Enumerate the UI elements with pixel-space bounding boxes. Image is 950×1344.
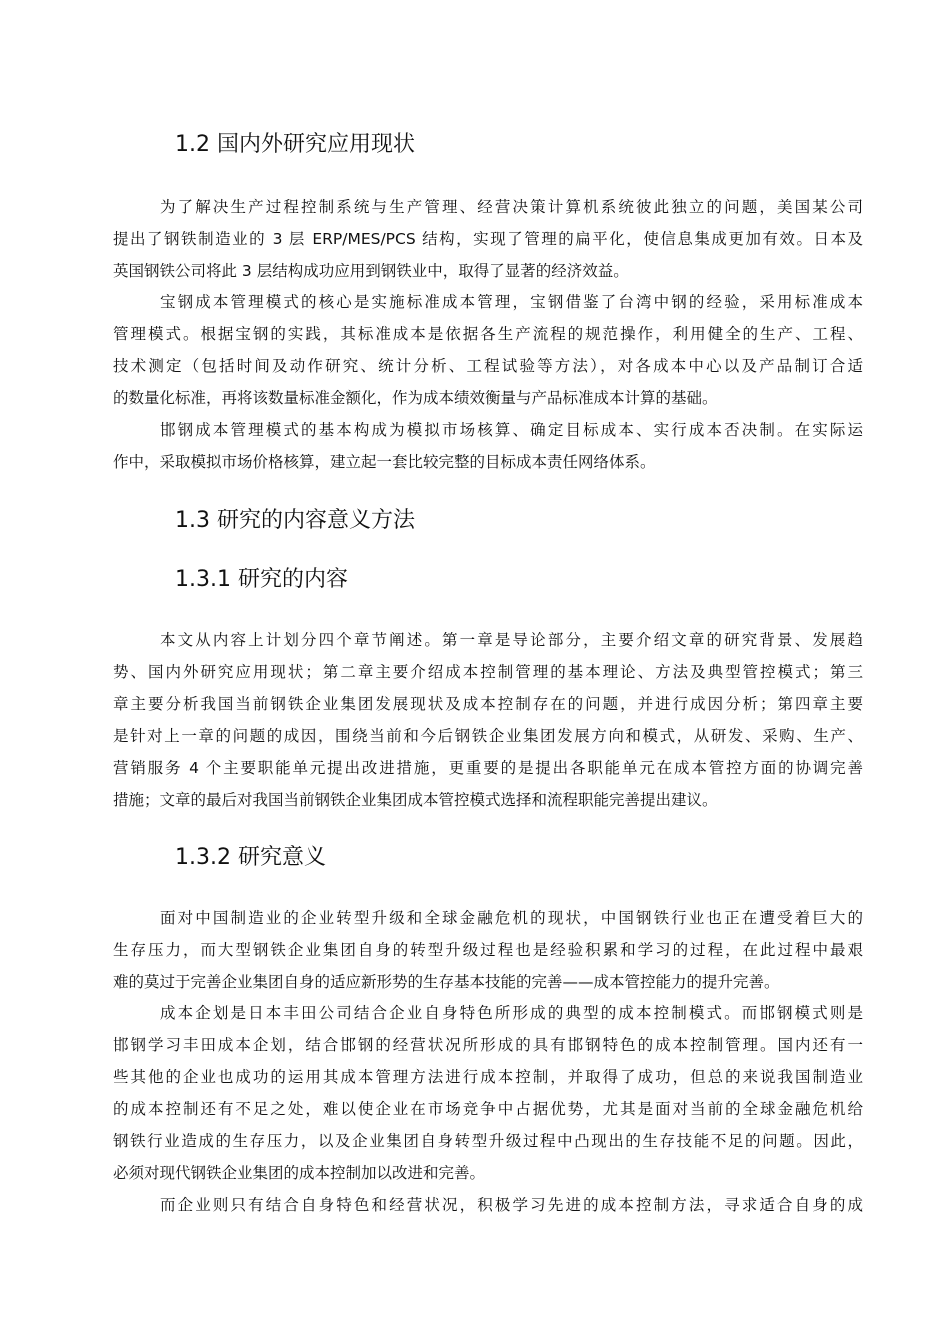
paragraph-line: 技术测定（包括时间及动作研究、统计分析、工程试验等方法），对各成本中心以及产品制订合适 bbox=[113, 357, 863, 375]
paragraph-line: 措施；文章的最后对我国当前钢铁企业集团成本管控模式选择和流程职能完善提出建议。 bbox=[113, 791, 718, 809]
paragraph-line: 章主要分析我国当前钢铁企业集团发展现状及成本控制存在的问题，并进行成因分析；第四章主要 bbox=[113, 695, 863, 713]
paragraph-line: 的成本控制还有不足之处，难以使企业在市场竞争中占据优势，尤其是面对当前的全球金融危机给 bbox=[113, 1100, 863, 1118]
paragraph-line: 难的莫过于完善企业集团自身的适应新形势的生存基本技能的完善——成本管控能力的提升完善。 bbox=[113, 973, 780, 991]
paragraph-line: 邯钢学习丰田成本企划，结合邯钢的经营状况所形成的具有邯钢特色的成本控制管理。国内还有一 bbox=[113, 1036, 863, 1054]
paragraph-line: 是针对上一章的问题的成因，围绕当前和今后钢铁企业集团发展方向和模式，从研发、采购、生产、 bbox=[113, 727, 863, 745]
paragraph-line: 些其他的企业也成功的运用其成本管理方法进行成本控制，并取得了成功，但总的来说我国制造业 bbox=[113, 1068, 863, 1086]
paragraph-baosteel bbox=[113, 286, 863, 414]
paragraph-line: 势、国内外研究应用现状；第二章主要介绍成本控制管理的基本理论、方法及典型管控模式；第三 bbox=[113, 663, 863, 681]
paragraph-erp-mes-pcs bbox=[113, 191, 863, 287]
paragraph-line: 为了解决生产过程控制系统与生产管理、经营决策计算机系统彼此独立的问题，美国某公司 bbox=[160, 198, 863, 216]
paragraph-line: 的数量化标准，再将该数量标准金额化，作为成本绩效衡量与产品标准成本计算的基础。 bbox=[113, 389, 718, 407]
paragraph-line: 宝钢成本管理模式的核心是实施标准成本管理，宝钢借鉴了台湾中钢的经验，采用标准成本 bbox=[160, 293, 863, 311]
paragraph-line: 生存压力，而大型钢铁企业集团自身的转型升级过程也是经验积累和学习的过程，在此过程中最艰 bbox=[113, 941, 863, 959]
paragraph-line: 作中，采取模拟市场价格核算，建立起一套比较完整的目标成本责任网络体系。 bbox=[113, 453, 656, 471]
paragraph-cost-planning bbox=[113, 997, 863, 1189]
paragraph-research-content bbox=[113, 624, 863, 816]
paragraph-line: 英国钢铁公司将此 3 层结构成功应用到钢铁业中，取得了显著的经济效益。 bbox=[113, 262, 629, 280]
paragraph-line: 而企业则只有结合自身特色和经营状况，积极学习先进的成本控制方法，寻求适合自身的成 bbox=[160, 1196, 863, 1214]
paragraph-line: 营销服务 4 个主要职能单元提出改进措施，更重要的是提出各职能单元在成本管控方面的协调完善 bbox=[113, 759, 863, 777]
section-heading-1-3-1: 1.3.1 研究的内容 bbox=[175, 567, 348, 592]
paragraph-line: 面对中国制造业的企业转型升级和全球金融危机的现状，中国钢铁行业也正在遭受着巨大的 bbox=[160, 909, 863, 927]
paragraph-line: 本文从内容上计划分四个章节阐述。第一章是导论部分，主要介绍文章的研究背景、发展趋 bbox=[160, 631, 863, 649]
section-heading-1-3: 1.3 研究的内容意义方法 bbox=[175, 508, 415, 533]
paragraph-significance bbox=[113, 902, 863, 998]
section-heading-1-3-2: 1.3.2 研究意义 bbox=[175, 845, 326, 870]
paragraph-conclusion bbox=[113, 1189, 863, 1221]
paragraph-line: 邯钢成本管理模式的基本构成为模拟市场核算、确定目标成本、实行成本否决制。在实际运 bbox=[160, 421, 863, 439]
paragraph-line: 成本企划是日本丰田公司结合企业自身特色所形成的典型的成本控制模式。而邯钢模式则是 bbox=[160, 1004, 863, 1022]
section-heading-1-2: 1.2 国内外研究应用现状 bbox=[175, 132, 415, 157]
paragraph-hansteel bbox=[113, 414, 863, 478]
paragraph-line: 提出了钢铁制造业的 3 层 ERP/MES/PCS 结构，实现了管理的扁平化，使信息集成更加有效。日本及 bbox=[113, 230, 863, 248]
paragraph-line: 管理模式。根据宝钢的实践，其标准成本是依据各生产流程的规范操作，利用健全的生产、工程、 bbox=[113, 325, 863, 343]
paragraph-line: 必须对现代钢铁企业集团的成本控制加以改进和完善。 bbox=[113, 1164, 486, 1182]
paragraph-line: 钢铁行业造成的生存压力，以及企业集团自身转型升级过程中凸现出的生存技能不足的问题。因此， bbox=[113, 1132, 863, 1150]
